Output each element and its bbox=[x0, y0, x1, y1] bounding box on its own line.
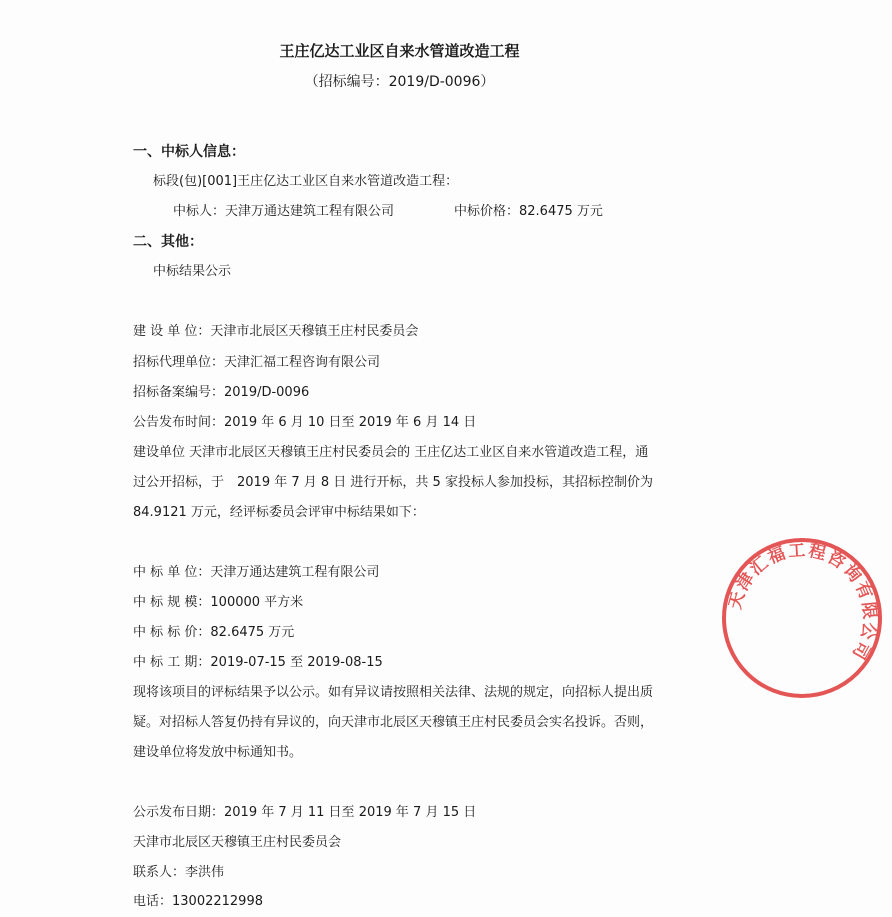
paragraph-1-line-3: 84.9121 万元，经评标委员会评审中标结果如下： bbox=[133, 505, 425, 520]
win-period-line: 中 标 工 期：2019-07-15 至 2019-08-15 bbox=[133, 655, 383, 670]
win-scale-line: 中 标 规 模：100000 平方米 bbox=[133, 595, 304, 610]
section-2-heading: 二、其他： bbox=[133, 234, 203, 250]
notice-time-line: 公告发布时间：2019 年 6 月 10 日至 2019 年 6 月 14 日 bbox=[133, 415, 477, 430]
seal-graphic bbox=[712, 528, 892, 708]
record-number-line: 招标备案编号：2019/D-0096 bbox=[133, 385, 310, 400]
paragraph-2-line-2: 疑。对招标人答复仍持有异议的，向天津市北辰区天穆镇王庄村民委员会实名投诉。否则， bbox=[133, 715, 654, 730]
win-price-line: 中 标 标 价：82.6475 万元 bbox=[133, 625, 295, 640]
paragraph-2-line-3: 建设单位将发放中标通知书。 bbox=[133, 745, 303, 760]
lot-line: 标段(包)[001]王庄亿达工业区自来水管道改造工程： bbox=[153, 174, 459, 189]
section-1-heading: 一、中标人信息： bbox=[133, 144, 245, 160]
paragraph-2-line-1: 现将该项目的评标结果予以公示。如有异议请按照相关法律、法规的规定，向招标人提出质 bbox=[133, 685, 654, 700]
phone-line: 电话：13002212998 bbox=[133, 894, 263, 909]
issuer-line: 天津市北辰区天穆镇王庄村民委员会 bbox=[133, 835, 342, 850]
agent-line: 招标代理单位：天津汇福工程咨询有限公司 bbox=[133, 355, 381, 370]
winner-price-line: 中标价格：82.6475 万元 bbox=[454, 204, 603, 219]
publish-date-line: 公示发布日期：2019 年 7 月 11 日至 2019 年 7 月 15 日 bbox=[133, 805, 477, 820]
win-unit-line: 中 标 单 位：天津万通达建筑工程有限公司 bbox=[133, 565, 380, 580]
bid-number: （招标编号：2019/D-0096） bbox=[304, 74, 495, 90]
owner-line: 建 设 单 位：天津市北辰区天穆镇王庄村民委员会 bbox=[133, 324, 419, 339]
paragraph-1-line-1: 建设单位 天津市北辰区天穆镇王庄村民委员会的 王庄亿达工业区自来水管道改造工程，通 bbox=[133, 445, 649, 460]
contact-line: 联系人：李洪伟 bbox=[133, 865, 225, 880]
document-title: 王庄亿达工业区自来水管道改造工程 bbox=[279, 42, 520, 60]
winner-line: 中标人：天津万通达建筑工程有限公司 bbox=[173, 204, 395, 219]
company-seal-stamp bbox=[712, 528, 892, 708]
svg-text:天津汇福工程咨询有限公司: 天津汇福工程咨询有限公司 bbox=[725, 540, 880, 665]
announce-label: 中标结果公示 bbox=[153, 264, 232, 279]
paragraph-1-line-2: 过公开招标，于 2019 年 7 月 8 日 进行开标，共 5 家投标人参加投标，其招标控制价为 bbox=[133, 475, 653, 490]
